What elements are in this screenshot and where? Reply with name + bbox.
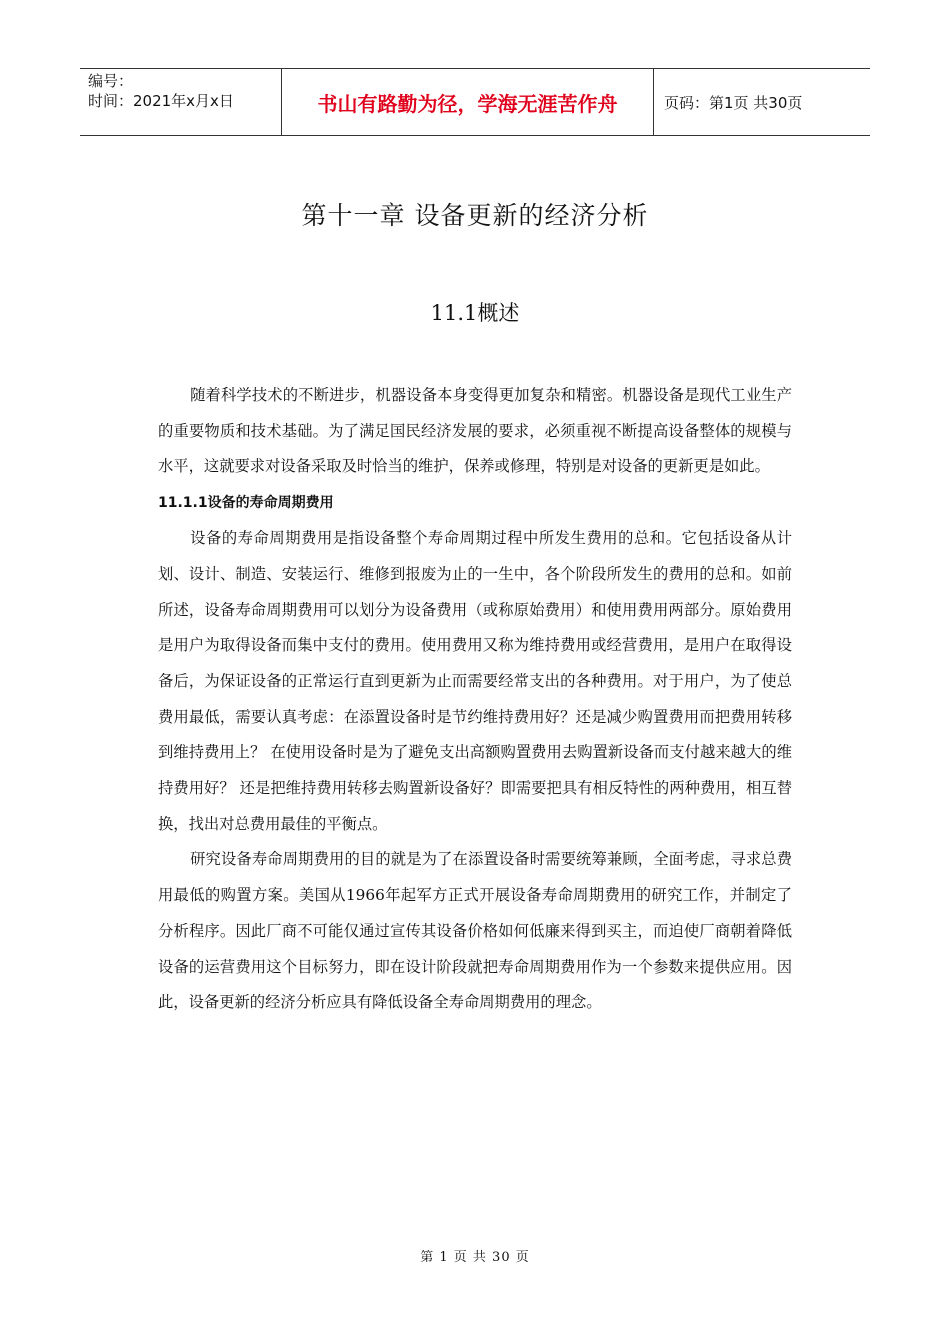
header-motto: 书山有路勤为径，学海无涯苦作舟 — [282, 69, 654, 135]
header-table — [80, 68, 870, 136]
chapter-title: 第十一章 设备更新的经济分析 — [301, 201, 649, 230]
header-page-info: 页码：第1页 共30页 — [664, 93, 803, 112]
subsection-title: 11.1.1设备的寿命周期费用 — [158, 495, 334, 512]
paragraph-research-purpose: 研究设备寿命周期费用的目的就是为了在添置设备时需要统筹兼顾，全面考虑，寻求总费用最低的购置方案。美国从1966年起军方正式开展设备寿命周期费用的研究工作，并制定了分析程序。因此厂商不可能仅通过宣传其设备价格如何低廉来得到买主，而迫使厂商朝着降低设备的运营费用这个目标努力，即在设计阶段就把寿命周期费用作为一个参数来提供应用。因此，设备更新的经济分析应具有降低设备全寿命周期费用的理念。 — [158, 850, 792, 1012]
document-number-label: 编号： — [88, 72, 134, 90]
document-date: 时间：2021年x月x日 — [88, 92, 234, 110]
paragraph-intro: 随着科学技术的不断进步，机器设备本身变得更加复杂和精密。机器设备是现代工业生产的重要物质和技术基础。为了满足国民经济发展的要求，必须重视不断提高设备整体的规模与水平，这就要求对设备采取及时恰当的维护，保养或修理，特别是对设备的更新更是如此。 — [158, 386, 792, 476]
section-title: 11.1概述 — [430, 301, 520, 325]
paragraph-lifecycle-cost: 设备的寿命周期费用是指设备整个寿命周期过程中所发生费用的总和。它包括设备从计划、设计、制造、安装运行、维修到报废为止的一生中，各个阶段所发生的费用的总和。如前所述，设备寿命周期费用可以划分为设备费用（或称原始费用）和使用费用两部分。原始费用 是用户为取得设备而集中支付的费用。使用费用又称为维持费用或经营费用，是用户在取得设备后，为保证设备的正常运行直到更新为止而需要经常支出的各种费用。对于用户，为了使总费用最低，需要认真考虑：在添置设备时是节约维持费用好？还是减少购置费用而把费用转移到维持费用上？ 在使用设备时是为了避免支出高额购置费用去购置新设备而支付越来越大的维持费用好？ 还是把维持费用转移去购置新设备好？即需要把具有相反特性的两种费用，相互替换，找出对总费用最佳的平衡点。 — [158, 529, 792, 833]
header-meta-cell — [80, 69, 282, 135]
page-footer: 第 1 页 共 30 页 — [420, 1250, 530, 1265]
document-body — [158, 378, 792, 1021]
